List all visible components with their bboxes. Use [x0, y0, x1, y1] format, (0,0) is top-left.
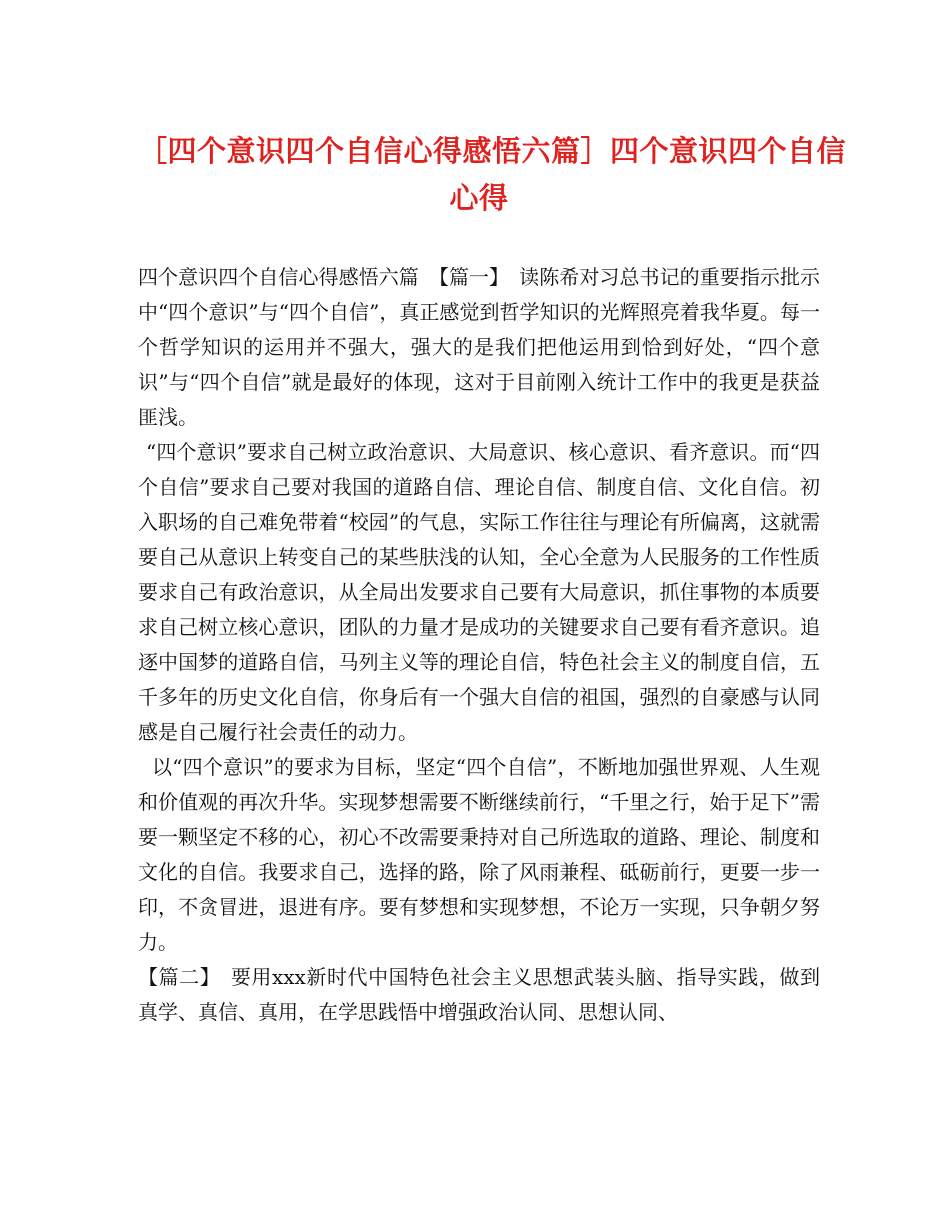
paragraph-1: 四个意识四个自信心得感悟六篇 【篇一】 读陈希对习总书记的重要指示批示中“四个意识”与“四个自信”，真正感觉到哲学知识的光辉照亮着我华夏。每一个哲学知识的运用并不强大，强大的是我们把他运用到恰到好处，“四个意识”与“四个自信”就是最好的体现，这对于目前刚入统计工作中的我更是获益匪浅。	[138, 265, 820, 429]
paragraph-2: “四个意识”要求自己树立政治意识、大局意识、核心意识、看齐意识。而“四个自信”要求自己要对我国的道路自信、理论自信、制度自信、文化自信。初入职场的自己难免带着“校园”的气息，实际工作往往与理论有所偏离，这就需要自己从意识上转变自己的某些肤浅的认知，全心全意为人民服务的工作性质要求自己有政治意识，从全局出发要求自己要有大局意识，抓住事物的本质要求自己树立核心意识，团队的力量才是成功的关键要求自己要有看齐意识。追逐中国梦的道路自信，马列主义等的理论自信，特色社会主义的制度自信，五千多年的历史文化自信，你身后有一个强大自信的祖国，强烈的自豪感与认同感是自己履行社会责任的动力。	[138, 440, 820, 744]
title-line-2: 心得	[449, 181, 509, 215]
document-title	[138, 128, 847, 222]
paragraph-4: 【篇二】 要用xxx新时代中国特色社会主义思想武装头脑、指导实践，做到真学、真信、真用，在学思践悟中增强政治认同、思想认同、	[138, 965, 820, 1024]
document-body	[138, 260, 820, 1030]
title-line-1: ［四个意识四个自信心得感悟六篇］四个意识四个自信	[138, 134, 847, 168]
paragraph-3: 以“四个意识”的要求为目标，坚定“四个自信”，不断地加强世界观、人生观和价值观的再次升华。实现梦想需要不断继续前行，“千里之行，始于足下”需要一颗坚定不移的心，初心不改需要秉持对自己所选取的道路、理论、制度和文化的自信。我要求自己，选择的路，除了风雨兼程、砥砺前行，更要一步一印，不贪冒进，退进有序。要有梦想和实现梦想，不论万一实现，只争朝夕努力。	[138, 755, 820, 954]
